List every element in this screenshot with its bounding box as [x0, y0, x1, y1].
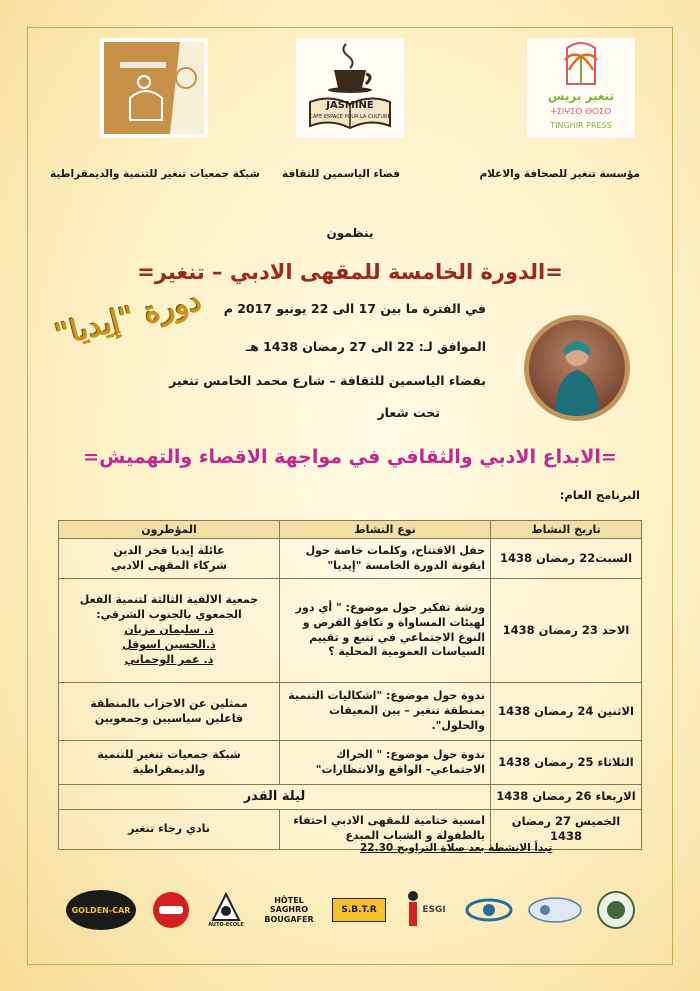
sponsor-logo [259, 887, 319, 933]
header-activity: نوع النشاط [280, 521, 491, 539]
supervisor-line: ذ.الحسين اسوقل [122, 637, 216, 651]
table-row [59, 785, 642, 810]
program-table [58, 520, 642, 850]
row-date: الاربعاء 26 رمضان 1438 [491, 785, 642, 810]
row-supervisors [59, 683, 280, 741]
table-row [59, 683, 642, 741]
table-header-row [59, 521, 642, 539]
sponsor-logo [66, 890, 136, 930]
sponsor-logo [206, 888, 246, 932]
row-date: الثلاثاء 25 رمضان 1438 [491, 741, 642, 785]
program-label: البرنامج العام: [559, 488, 640, 502]
row-activity: ندوة حول موضوع: "اشكاليات التنمية بمنطقة تنغير – بين المعيقات والحلول". [280, 683, 491, 741]
supervisor-line: عائلة إيديا فخر الدين [113, 543, 225, 557]
tinghir-press-logo [527, 38, 635, 138]
sponsor-label: HÔTEL SAGHRO BOUGAFER [264, 895, 314, 924]
sponsor-label: S.B.T.R [341, 905, 377, 915]
main-title: =الدورة الخامسة للمقهى الادبي – تنغير= [137, 260, 563, 284]
table-row [59, 809, 642, 849]
sponsor-label: AUTO-ECOLE [208, 922, 244, 928]
row-supervisors [59, 809, 280, 849]
supervisor-line: ممثلين عن الاحزاب بالمنطقة [90, 696, 248, 710]
sponsor-logo [332, 898, 386, 922]
logo-tifinagh-name: ⵜⵉⵏⵖⵉⵔ ⴱⵔⵉⵙ [550, 107, 612, 116]
header-date: تاريخ النشاط [491, 521, 642, 539]
supervisor-line: فاعلين سياسيين وجمعويين [94, 711, 244, 725]
row-date: الاحد 23 رمضان 1438 [491, 579, 642, 683]
row-date: الخميس 27 رمضان 1438 [491, 809, 642, 849]
row-activity: ندوة حول موضوع: " الحراك الاجتماعي- الواقع والانتظارات" [280, 741, 491, 785]
row-activity: ورشة تفكير حول موضوع: " أي دور لهيئات المساواة و تكافؤ الفرص و النوع الاجتماعي في تتبع و تقييم السياسات العمومية المحلية ؟ [280, 579, 491, 683]
sponsor-logo [399, 888, 451, 932]
supervisor-line: شبكة جمعيات تنغير للتنمية [97, 747, 241, 761]
table-row [59, 741, 642, 785]
header-supervisors: المؤطرون [59, 521, 280, 539]
row-date: السبت22 رمضان 1438 [491, 539, 642, 579]
hijri-text: الموافق لـ: 22 الى 27 رمضان 1438 هـ [245, 339, 486, 354]
portrait-image [524, 315, 630, 421]
organize-text: ينظمون [326, 226, 374, 240]
network-logo [100, 38, 208, 138]
edition-banner: دورة "إيديا" [51, 283, 206, 354]
tinghir-press-caption: مؤسسة تنغير للصحافة والاعلام [479, 168, 640, 180]
logo-jasmine-subtitle: CAFE ESPACE POUR LA CULTURE [309, 114, 391, 120]
sponsor-logo [527, 895, 583, 925]
supervisor-line: نادي رجاء تنغير [128, 821, 210, 835]
logo-jasmine-name: JASMINE [326, 100, 374, 111]
sponsor-label: ESGI [422, 905, 446, 915]
logo-arabic-name: تنغير بريس [547, 89, 615, 103]
slogan: =الابداع الادبي والثقافي في مواجهة الاقصاء والتهميش= [83, 446, 617, 468]
table-row [59, 539, 642, 579]
table-row [59, 579, 642, 683]
supervisor-line: والديمقراطية [132, 762, 206, 776]
sponsor-logo [464, 895, 514, 925]
supervisor-line: شركاء المقهى الادبي [111, 558, 227, 572]
network-caption: شبكة جمعيات تنغير للتنمية والديمقراطية [50, 168, 260, 180]
logo-latin-name: TINGHIR PRESS [550, 121, 612, 130]
row-activity: امسية ختامية للمقهى الادبي احتفاء بالطفولة و الشباب المبدع [280, 809, 491, 849]
sponsors-bar [66, 880, 636, 940]
row-activity: حفل الافتتاح، وكلمات خاصة حول ايقونة الدورة الخامسة "إيديا" [280, 539, 491, 579]
supervisor-line: ذ. عمر الوحماني [124, 652, 214, 666]
row-supervisors [59, 741, 280, 785]
row-supervisors [59, 579, 280, 683]
jasmine-logo [296, 38, 404, 138]
jasmine-caption: فضاء الياسمين للثقافة [282, 168, 400, 180]
supervisor-line: ذ. سليمان مزيان [124, 623, 214, 637]
venue-text: بفضاء الياسمين للثقافة – شارع محمد الخامس تنغير [169, 373, 486, 388]
period-text: في الفترة ما بين 17 الى 22 يونيو 2017 م [223, 301, 486, 316]
row-date: الاثنين 24 رمضان 1438 [491, 683, 642, 741]
sponsor-logo [596, 890, 636, 930]
row-supervisors [59, 539, 280, 579]
night-of-power-cell: ليلة القدر [59, 785, 491, 810]
footnote: تبدأ الانشطة بعد صلاة التراويح 22.30 [360, 842, 553, 854]
sponsor-label: GOLDEN-CAR [71, 905, 131, 915]
sponsor-logo [149, 890, 193, 930]
slogan-intro: تحت شعار [377, 405, 440, 420]
supervisor-line: جمعية الالفية الثالثة لتنمية الفعل الجمعوي بالجنوب الشرقي: [79, 593, 259, 622]
